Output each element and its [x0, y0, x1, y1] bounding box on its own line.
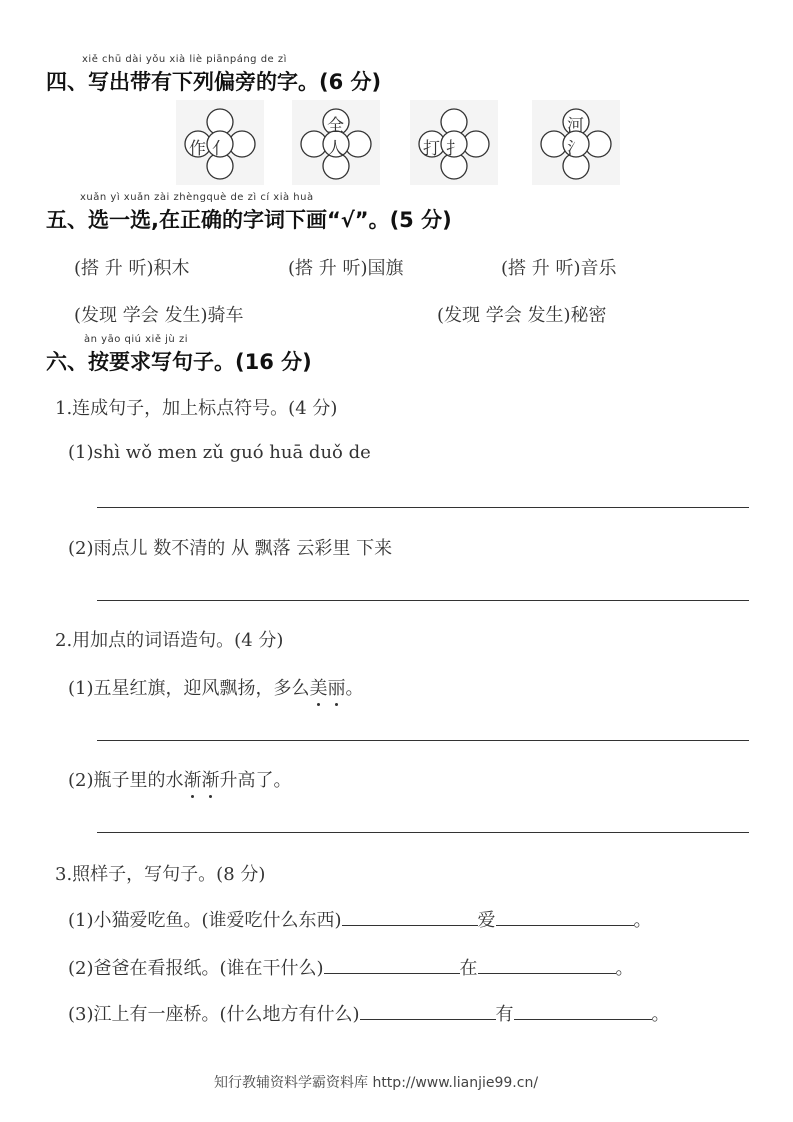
q2-item2-dotted-word	[184, 770, 220, 791]
dotted-char: 美	[310, 674, 328, 700]
flower-3	[410, 100, 498, 185]
section6-title: 六、按要求写句子。(16 分)	[46, 350, 312, 374]
answer-line-q1-1[interactable]	[97, 507, 749, 508]
choice-3: (搭 升 听)音乐	[501, 258, 617, 279]
q3-item-1-mid: 爱	[477, 910, 496, 931]
q2-title: 2.用加点的词语造句。(4 分)	[55, 630, 284, 651]
choice-2: (搭 升 听)国旗	[288, 258, 404, 279]
choice-4: (发现 学会 发生)骑车	[74, 305, 244, 326]
flower-4-center-char: 氵	[567, 139, 584, 159]
q3-item-1-end: 。	[633, 910, 652, 931]
answer-line-q2-2[interactable]	[97, 832, 749, 833]
q3-item-3	[68, 1000, 670, 1026]
dotted-char: 丽	[328, 674, 346, 700]
flower-3-center-char: 扌	[446, 139, 463, 159]
q2-item1	[68, 674, 364, 700]
q3-item-2-end: 。	[615, 958, 634, 979]
q3-item-2	[68, 954, 634, 980]
flower-2-center-char: 人	[327, 139, 344, 159]
blank-q3-3b[interactable]	[514, 1001, 652, 1020]
choice-5: (发现 学会 发生)秘密	[437, 305, 607, 326]
q2-item1-post: 。	[345, 678, 364, 699]
section4-pinyin: xiě chū dài yǒu xià liè piānpáng de zì	[82, 54, 287, 65]
q2-item2-post: 升高了。	[219, 770, 292, 791]
q3-title: 3.照样子，写句子。(8 分)	[55, 864, 266, 885]
dotted-char: 渐	[184, 766, 202, 792]
q3-item-2-prefix: (2)爸爸在看报纸。(谁在干什么)	[68, 958, 324, 979]
footer-watermark: 知行教辅资料学霸资料库 http://www.lianjie99.cn/	[214, 1075, 539, 1091]
flower-1-left-char: 作	[189, 139, 206, 159]
q3-item-1-prefix: (1)小猫爱吃鱼。(谁爱吃什么东西)	[68, 910, 342, 931]
q3-item-3-end: 。	[651, 1004, 670, 1025]
flower-2	[292, 100, 380, 185]
flower-1-center-char: 亻	[212, 139, 229, 159]
q2-item2-pre: (2)瓶子里的水	[68, 770, 184, 791]
blank-q3-1b[interactable]	[496, 907, 634, 926]
answer-line-q2-1[interactable]	[97, 740, 749, 741]
q1-item2: (2)雨点儿 数不清的 从 飘落 云彩里 下来	[68, 538, 393, 559]
q3-item-2-mid: 在	[459, 958, 478, 979]
blank-q3-1a[interactable]	[342, 907, 478, 926]
dotted-char: 渐	[202, 766, 220, 792]
flower-4-top-char: 河	[567, 116, 584, 136]
flower-1	[176, 100, 264, 185]
section6-pinyin: àn yāo qiú xiě jù zi	[84, 334, 188, 345]
q3-item-3-prefix: (3)江上有一座桥。(什么地方有什么)	[68, 1004, 360, 1025]
flower-3-left-char: 打	[423, 139, 440, 159]
blank-q3-3a[interactable]	[360, 1001, 496, 1020]
q1-title: 1.连成句子，加上标点符号。(4 分)	[55, 398, 338, 419]
q2-item2	[68, 766, 292, 792]
blank-q3-2b[interactable]	[478, 955, 616, 974]
q3-item-3-mid: 有	[495, 1004, 514, 1025]
section5-pinyin: xuǎn yì xuǎn zài zhèngquè de zì cí xià huà	[80, 192, 314, 203]
choice-1: (搭 升 听)积木	[74, 258, 190, 279]
q2-item1-dotted-word	[310, 678, 346, 699]
flower-4	[532, 100, 620, 185]
q1-item1: (1)shì wǒ men zǔ guó huā duǒ de	[68, 442, 371, 463]
q2-item1-pre: (1)五星红旗，迎风飘扬，多么	[68, 678, 310, 699]
q3-item-1	[68, 906, 652, 932]
section5-title: 五、选一选,在正确的字词下画“√”。(5 分)	[46, 208, 452, 232]
section4-title: 四、写出带有下列偏旁的字。(6 分)	[46, 70, 382, 94]
answer-line-q1-2[interactable]	[97, 600, 749, 601]
flower-2-top-char: 全	[327, 116, 344, 136]
blank-q3-2a[interactable]	[324, 955, 460, 974]
